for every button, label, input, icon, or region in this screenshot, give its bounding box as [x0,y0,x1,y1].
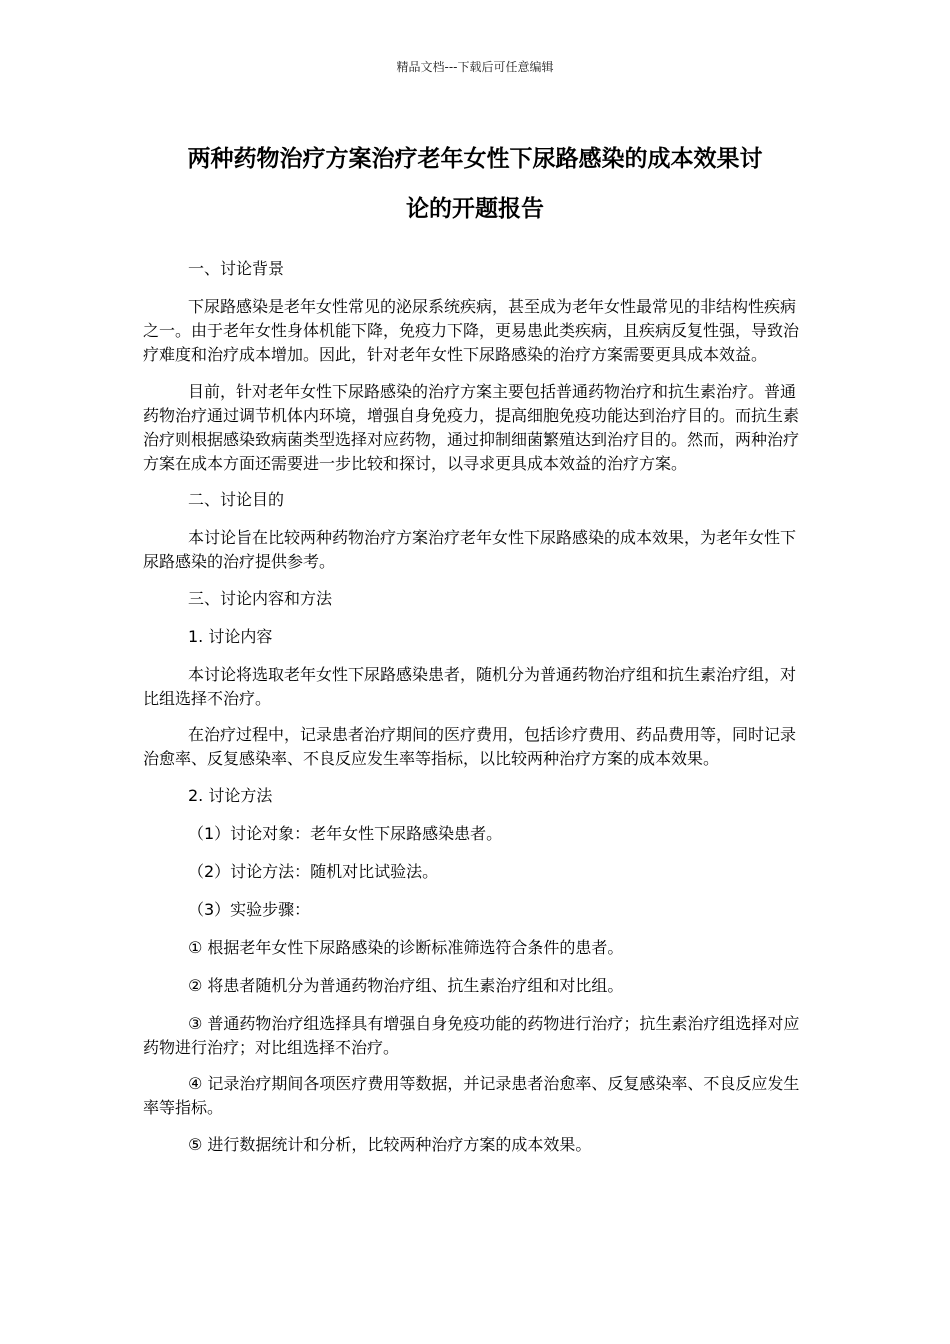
step-item: ② 将患者随机分为普通药物治疗组、抗生素治疗组和对比组。 [188,975,624,995]
step-item: ③ 普通药物治疗组选择具有增强自身免疫功能的药物进行治疗；抗生素治疗组选择对应药物进行治疗；对比组选择不治疗。 [143,1013,800,1057]
paragraph: 在治疗过程中，记录患者治疗期间的医疗费用，包括诊疗费用、药品费用等，同时记录治愈率、反复感染率、不良反应发生率等指标，以比较两种治疗方案的成本效果。 [143,725,797,768]
step-item: ④ 记录治疗期间各项医疗费用等数据，并记录患者治愈率、反复感染率、不良反应发生率等指标。 [143,1074,800,1117]
document-title [120,134,830,234]
list-item: （3）实验步骤： [188,899,311,919]
title-line-1: 两种药物治疗方案治疗老年女性下尿路感染的成本效果讨 [187,146,763,172]
paragraph: 本讨论将选取老年女性下尿路感染患者，随机分为普通药物治疗组和抗生素治疗组，对比组选择不治疗。 [143,664,797,708]
step-item: ⑤ 进行数据统计和分析，比较两种治疗方案的成本效果。 [188,1134,592,1154]
document-body [143,257,808,1171]
subsection-heading-content: 1. 讨论内容 [188,626,273,646]
section-heading-background: 一、讨论背景 [188,259,285,278]
paragraph: 下尿路感染是老年女性常见的泌尿系统疾病，甚至成为老年女性最常见的非结构性疾病之一。由于老年女性身体机能下降，免疫力下降，更易患此类疾病，且疾病反复性强，导致治疗难度和治疗成本增加。因此，针对老年女性下尿路感染的治疗方案需要更具成本效益。 [143,297,800,364]
section-heading-content-methods: 三、讨论内容和方法 [188,588,333,608]
list-item: （1）讨论对象：老年女性下尿路感染患者。 [188,823,503,843]
list-item: （2）讨论方法：随机对比试验法。 [188,861,439,881]
title-line-2: 论的开题报告 [406,196,544,222]
page-header: 精品文档---下载后可任意编辑 [396,60,554,74]
paragraph: 本讨论旨在比较两种药物治疗方案治疗老年女性下尿路感染的成本效果，为老年女性下尿路感染的治疗提供参考。 [143,528,797,571]
step-item: ① 根据老年女性下尿路感染的诊断标准筛选符合条件的患者。 [188,937,624,957]
paragraph: 目前，针对老年女性下尿路感染的治疗方案主要包括普通药物治疗和抗生素治疗。普通药物治疗通过调节机体内环境，增强自身免疫力，提高细胞免疫功能达到治疗目的。而抗生素治疗则根据感染致病菌类型选择对应药物，通过抑制细菌繁殖达到治疗目的。然而，两种治疗方案在成本方面还需要进一步比较和探讨，以寻求更具成本效益的治疗方案。 [143,381,800,473]
section-heading-purpose: 二、讨论目的 [188,490,285,509]
subsection-heading-methods: 2. 讨论方法 [188,785,273,805]
